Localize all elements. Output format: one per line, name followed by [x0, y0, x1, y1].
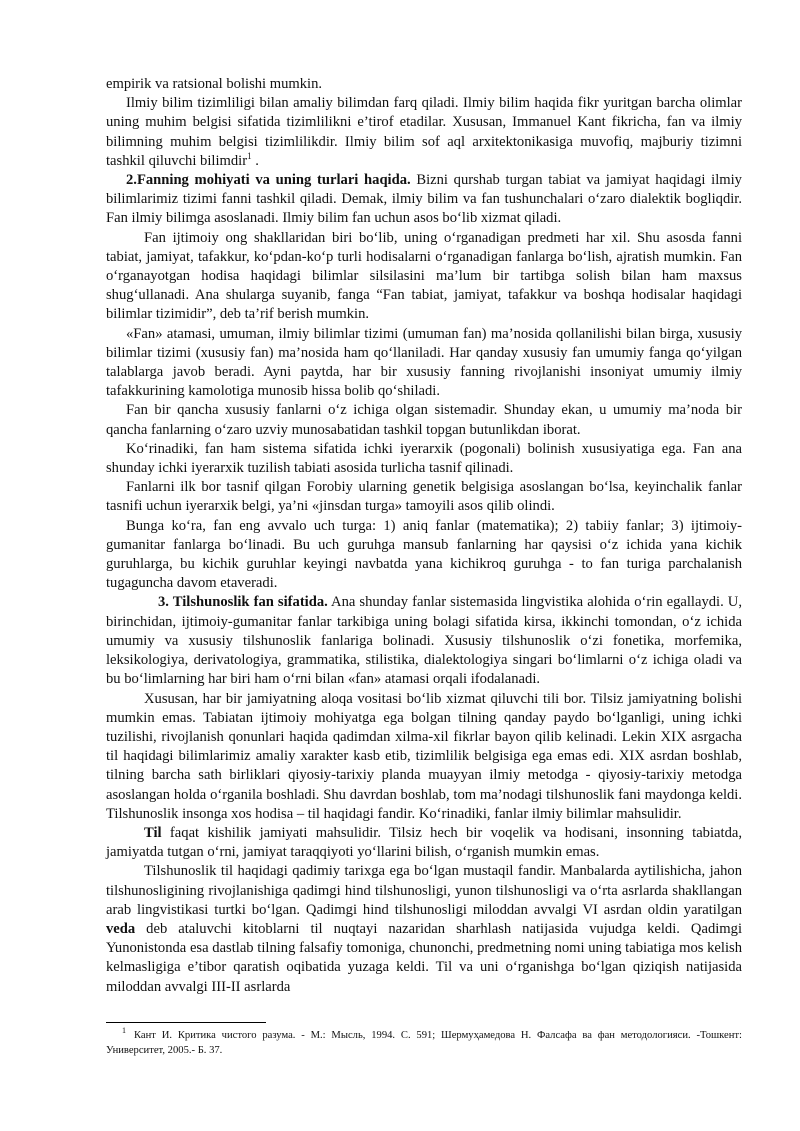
paragraph-text: Fanlarni ilk bor tasnif qilgan Forobiy ularning genetik belgisiga asoslangan bo‘lsa, keyinchalik fanlar tasnifi uchun iyerarxik belgi, ya’ni «jinsdan turga» tamoyili asos qilib olindi.: [106, 479, 742, 515]
paragraph-text: Ko‘rinadiki, fan ham sistema sifatida ichki iyerarxik (pogonali) bolinish xususiyatiga ega. Fan ana shunday ichki iyerarxik tuzilish tabiati asosida turlicha tasnif qilinadi.: [106, 440, 742, 477]
paragraph-text: faqat kishilik jamiyati mahsulidir. Tilsiz hech bir voqelik va hodisani, insonning tabiatda, jamiyatda tutgan o‘rni, jamiyat taraqqiyoti yo‘llarini bilish, o‘rganish mumkin emas.: [106, 824, 742, 861]
paragraph-kant: [106, 94, 742, 171]
footnote-divider: [106, 1022, 266, 1023]
paragraph-text: «Fan» atamasi, umuman, ilmiy bilimlar tizimi (umuman fan) ma’nosida qollanilishi bilan birga, xususiy bilimlar tizimi (xususiy fan) ma’nosida ham qo‘llaniladi. Har qanday xususiy fan umumiy fanga qo‘yilgan talablarga javob beradi. Ayni paytda, har bir xususiy fanning rivojlanishi insoniyat umumiy ilmiy tafakkurining kamolotiga munosib hissa bolib qo‘shiladi.: [106, 325, 742, 400]
paragraph-continuation: [106, 75, 742, 94]
paragraph-text: Bunga ko‘ra, fan eng avvalo uch turga: 1) aniq fanlar (matematika); 2) tabiiy fanlar; 3) ijtimoiy-gumanitar fanlarga bo‘linadi. Bu uch guruhga mansub fanlarning har qaysisi o‘z ichida yana kichik guruhlarga, bu kichik guruhlar keyingi navbatda yana kichikroq guruhga - to fan turiga parchalanish tugaguncha davom etaveradi.: [106, 517, 742, 592]
paragraph-text: Ana shunday fanlar sistemasida lingvistika alohida o‘rin egallaydi. U, birinchidan, ijtimoiy-gumanitar fanlar tarkibiga uning bolagi sifatida kirsa, ikkinchi tomondan, o‘z ichida umumiy va xususiy tilshunoslik fanlariga bolinadi. Xususiy tilshunoslik o‘zi fonetika, morfemika, leksikologiya, derivatologiya, grammatika, stilistika, dialektologiya singari bo‘limlarni o‘z ichiga oladi va bu bo‘limlarning har biri ham o‘rni bilan «fan» atamasi orqali ifodalanadi.: [106, 594, 742, 688]
bold-term: Til: [144, 824, 162, 841]
paragraph-hierarchy: [106, 440, 742, 478]
paragraph-text: Ilmiy bilim tizimliligi bilan amaliy bilimdan farq qiladi. Ilmiy bilim haqida fikr yuritgan barcha olimlar uning muhim belgisi sifatida tizimlilikni e’tirof etadilar. Xususan, Immanuel Kant fikricha, fan va ilmiy bilimning muhim belgisi tizimlilikdir. Ilmiy bilim sof aql arxitektonikasiga muvofiq, majburiy tizimni tashkil qiluvchi bilimdir: [106, 95, 742, 169]
paragraph-text: Tilshunoslik til haqidagi qadimiy tarixga ega bo‘lgan mustaqil fandir. Manbalarda aytilishicha, jahon tilshunosligining rivojlanishiga qadimgi hind tilshunosligi, yunon tilshunosligi va o‘rta asrlarda shakllangan arab lingvistikasi turtki bo‘lgan. Qadimgi hind tilshunosligi miloddan avvalgi VI asrdan oldin yaratilgan: [106, 863, 742, 918]
footnote-reference[interactable]: 1: [247, 150, 252, 161]
footnote-text: Кант И. Критика чистого разума. - М.: Мысль, 1994. С. 591; Шермуҳамедова Н. Фалсафа ва фан методологияси. -Тошкент: Университет, 2005.- Б. 37.: [106, 1030, 742, 1056]
footnote: [106, 1028, 742, 1058]
paragraph-farobi: [106, 478, 742, 516]
paragraph-text: empirik va ratsional bolishi mumkin.: [106, 76, 323, 92]
paragraph-history: [106, 862, 742, 996]
paragraph-til: [106, 824, 742, 862]
section-heading: 2.Fanning mohiyati va uning turlari haqida.: [126, 172, 411, 189]
paragraph-three-types: [106, 517, 742, 594]
paragraph-fan-term: [106, 325, 742, 402]
section-heading: 3. Tilshunoslik fan sifatida.: [158, 594, 328, 611]
paragraph-section-2: [106, 171, 742, 229]
paragraph-section-3: [106, 593, 742, 689]
paragraph-text: Xususan, har bir jamiyatning aloqa vositasi bo‘lib xizmat qiluvchi tili bor. Tilsiz jamiyatning bolishi mumkin emas. Tabiatan ijtimoiy mohiyatga ega bolgan tilning qanday paydo bo‘lganligi, uning ichki tuzilishi, rivojlanish qonunlari haqida qadimdan xilma-xil fikrlar bayon qilib kelinadi. Lekin XIX asrgacha til haqidagi bilimlarimiz amaliy xarakter kasb etib, tizimlilik belgisiga ega emas edi. XIX asrdan boshlab, tilning barcha sath birliklari qiyosiy-tarixiy planda muayyan ilmiy metodga - qiyosiy-tarixiy metodga asoslangan holda o‘rganila boshladi. Shu davrdan boshlab, tom ma’nodagi tilshunoslik fani maydonga keldi. Tilshunoslik insonga xos hodisa – til haqidagi fandir. Ko‘rinadiki, fanlar ilmiy bilimlar mahsulidir.: [106, 690, 742, 822]
paragraph-fan-system: [106, 401, 742, 439]
paragraph-language-society: [106, 690, 742, 824]
paragraph-text-after: deb ataluvchi kitoblarni til nuqtayi nazaridan sharhlash natijasida vujudga keldi. Qadimgi Yunonistonda esa dastlab tilning falsafiy tomoniga, chunonchi, predmetning nomi uning tabiatiga mos kelish kelmasligiga e’tibor qaratish oqibatida yuzaga keldi. Til va uni o‘rganishga bo‘lgan qiziqish natijasida miloddan avvalgi III-II asrlarda: [106, 920, 742, 995]
paragraph-text: Fan ijtimoiy ong shakllaridan biri bo‘lib, uning o‘rganadigan predmeti har xil. Shu asosda fanni tabiat, jamiyat, tafakkur, ko‘pdan-ko‘p turli hodisalarni o‘rganadigan fanlarga bo‘lish, ajratish mumkin. Fan o‘rganayotgan hodisa haqidagi bilimlar silsilasini ma’lum bir tartibga solish bilan ham maxsus shug‘ullanadi. Ana shularga suyanib, fanga “Fan tabiat, jamiyat, tafakkur va boshqa hodisalar haqidagi bilimlar tizimidir”, deb ta’rif berish mumkin.: [106, 229, 742, 323]
paragraph-text-after: .: [251, 152, 259, 169]
bold-term: veda: [106, 920, 136, 937]
paragraph-text: Bizni qurshab turgan tabiat va jamiyat haqidagi ilmiy bilimlarimiz tizimi fanni tashkil qiladi. Demak, ilmiy bilim va fan tushunchalari o‘zaro dialektik bogliqdir. Fan ilmiy bilimga asoslanadi. Ilmiy bilim fan uchun asos bo‘lib xizmat qiladi.: [106, 172, 742, 227]
document-body: [106, 75, 742, 997]
footnote-marker: 1: [122, 1026, 126, 1036]
paragraph-fan-definition: [106, 229, 742, 325]
paragraph-text: Fan bir qancha xususiy fanlarni o‘z ichiga olgan sistemadir. Shunday ekan, u umumiy ma’noda bir qancha fanlarning o‘zaro uzviy munosabatidan tashkil topgan butunlikdan iborat.: [106, 402, 742, 438]
